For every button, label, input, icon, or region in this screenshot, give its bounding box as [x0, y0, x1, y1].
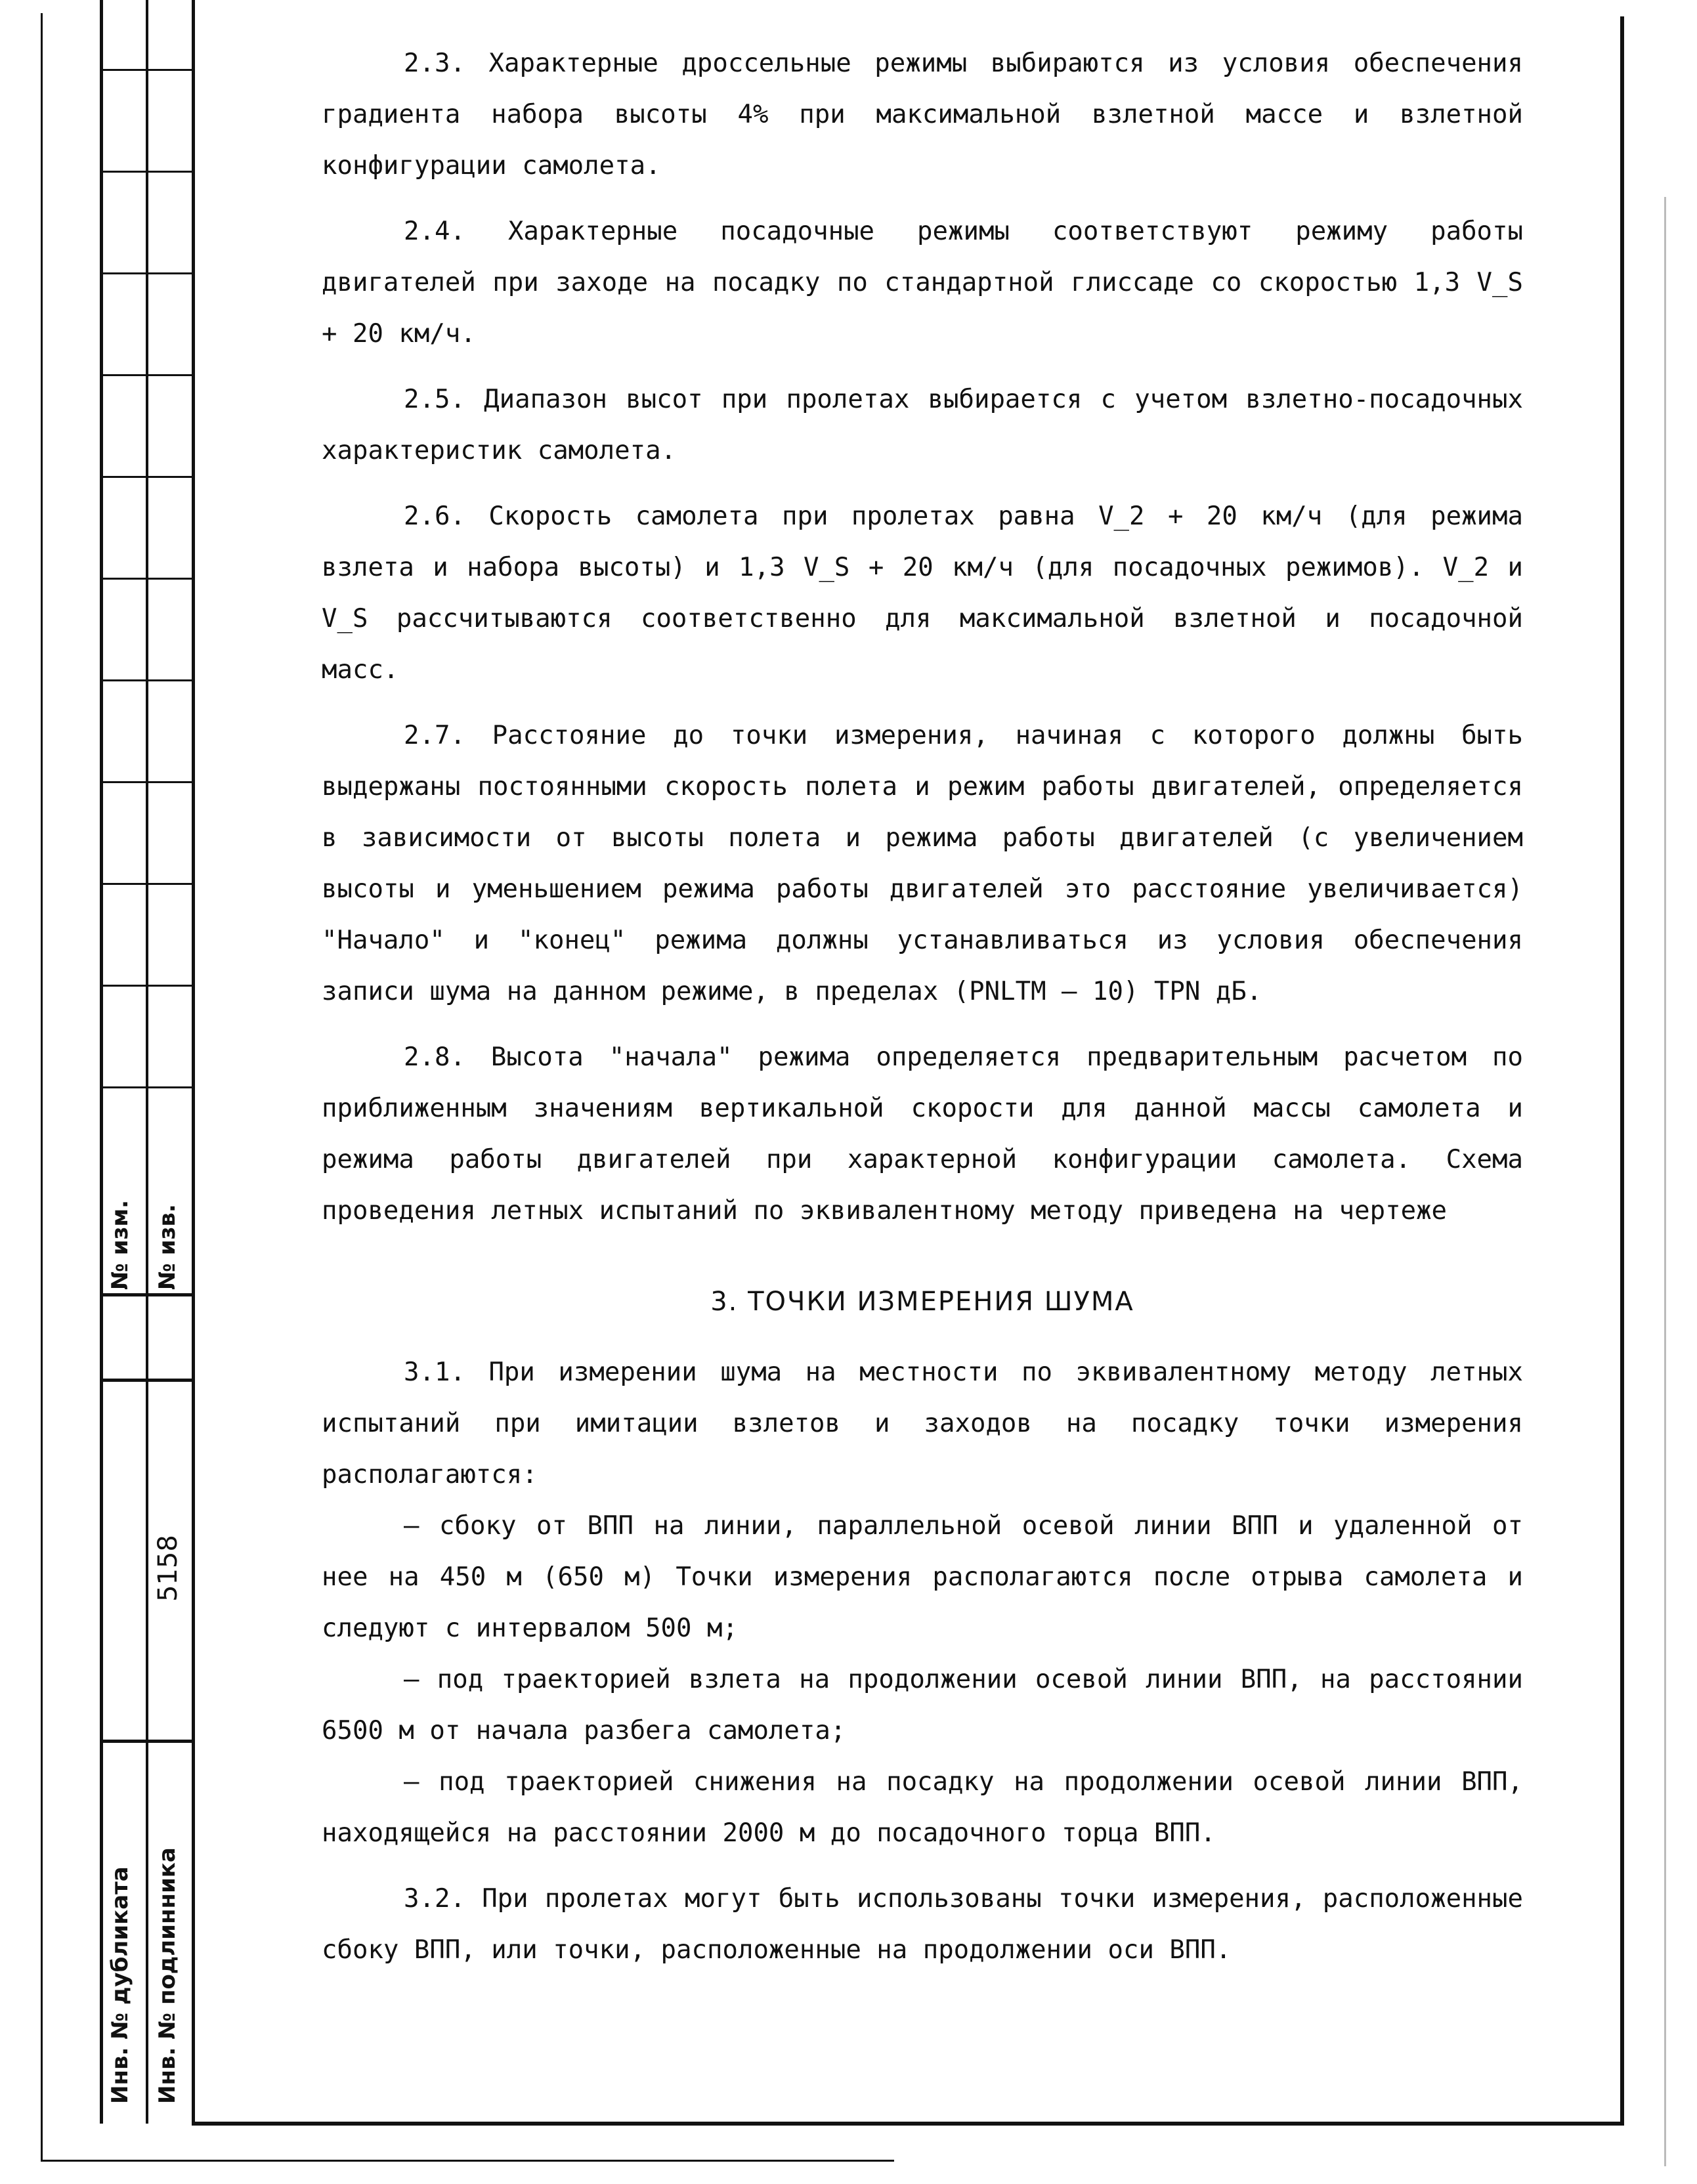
stamp-grid-line [100, 374, 195, 376]
frame-bottom-outer-line [41, 2160, 894, 2162]
section-3-title: 3. ТОЧКИ ИЗМЕРЕНИЯ ШУМА [710, 1287, 1134, 1317]
paragraph-2-4: 2.4. Характерные посадочные режимы соответствуют режиму работы двигателей при заходе на посадку по стандартной глиссаде со скоростью 1,3 V_S + 20 км/ч. [322, 217, 1523, 349]
paragraph-2-7: 2.7. Расстояние до точки измерения, начиная с которого должны быть выдержаны постоянными скорость полета и режим работы двигателей, определяется в зависимости от высоты полета и режима работы двигателей (с увеличением высоты и уменьшением режима работы двигателей это расстояние увеличивается) "Начало" и "конец" режима должны устанавливаться из условия обеспечения записи шума на данном режиме, в пределах (PNLTM – 10) TPN дБ. [322, 721, 1523, 1006]
paragraph-2-6: 2.6. Скорость самолета при пролетах равна V_2 + 20 км/ч (для режима взлета и набора высоты) и 1,3 V_S + 20 км/ч (для посадочных режимов). V_2 и V_S рассчитываются соответственно для максимальной взлетной и посадочной масс. [322, 502, 1523, 685]
document-body [322, 38, 1523, 1990]
list-item-takeoff: – под траекторией взлета на продолжении осевой линии ВПП, на расстоянии 6500 м от начала разбега самолета; [322, 1665, 1523, 1745]
stamp-izv-label: № изв. [154, 1204, 181, 1290]
frame-far-left-line [41, 13, 43, 2160]
paragraph-3-1: 3.1. При измерении шума на местности по эквивалентному методу летных испытаний при имитации взлетов и заходов на посадку точки измерения располагаются: [322, 1358, 1523, 1489]
paragraph-3-2: 3.2. При пролетах могут быть использованы точки измерения, расположенные сбоку ВПП, или точки, расположенные на продолжении оси ВПП. [322, 1884, 1523, 1965]
stamp-grid-line [100, 1086, 195, 1088]
paragraph-2-5: 2.5. Диапазон высот при пролетах выбирается с учетом взлетно-посадочных характеристик самолета. [322, 385, 1523, 465]
stamp-grid-line [100, 679, 195, 681]
stamp-duplicate-label: Инв. № дубликата [107, 1866, 133, 2104]
stamp-grid-line [100, 171, 195, 173]
frame-left-inner-line [192, 0, 195, 2124]
paragraph-2-8: 2.8. Высота "начала" режима определяется предварительным расчетом по приближенным значениям вертикальной скорости для данной массы самолета и режима работы двигателей при характерной конфигурации самолета. Схема проведения летных испытаний по эквивалентному методу приведена на чертеже [322, 1042, 1523, 1226]
stamp-grid-line [100, 272, 195, 274]
stamp-doc-number: 5158 [153, 1535, 183, 1602]
frame-bottom-line [192, 2122, 1624, 2126]
stamp-izm-label: № изм. [107, 1199, 133, 1290]
stamp-grid-line [100, 1379, 195, 1382]
stamp-grid-line [100, 69, 195, 71]
stamp-grid-line [100, 476, 195, 478]
stamp-grid-line [100, 1740, 195, 1743]
paragraph-2-3: 2.3. Характерные дроссельные режимы выбираются из условия обеспечения градиента набора высоты 4% при максимальной взлетной массе и взлетной конфигурации самолета. [322, 49, 1523, 181]
stamp-grid-line [100, 1293, 195, 1296]
stamp-grid-line [100, 578, 195, 580]
list-item-side: – сбоку от ВПП на линии, параллельной осевой линии ВПП и удаленной от нее на 450 м (650 м) Точки измерения располагаются после отрыва самолета и следуют с интервалом 500 м; [322, 1511, 1523, 1643]
frame-left-outer-line [100, 0, 103, 2124]
stamp-grid-line [100, 985, 195, 987]
stamp-original-label: Инв. № подлинника [154, 1847, 181, 2104]
frame-right-tick [1664, 197, 1666, 2166]
stamp-grid-line [100, 781, 195, 783]
frame-right-line [1620, 16, 1624, 2125]
list-item-landing: – под траекторией снижения на посадку на продолжении осевой линии ВПП, находящейся на расстоянии 2000 м до посадочного торца ВПП. [322, 1767, 1523, 1848]
stamp-grid-line [100, 883, 195, 885]
frame-left-mid-line [146, 0, 148, 2124]
